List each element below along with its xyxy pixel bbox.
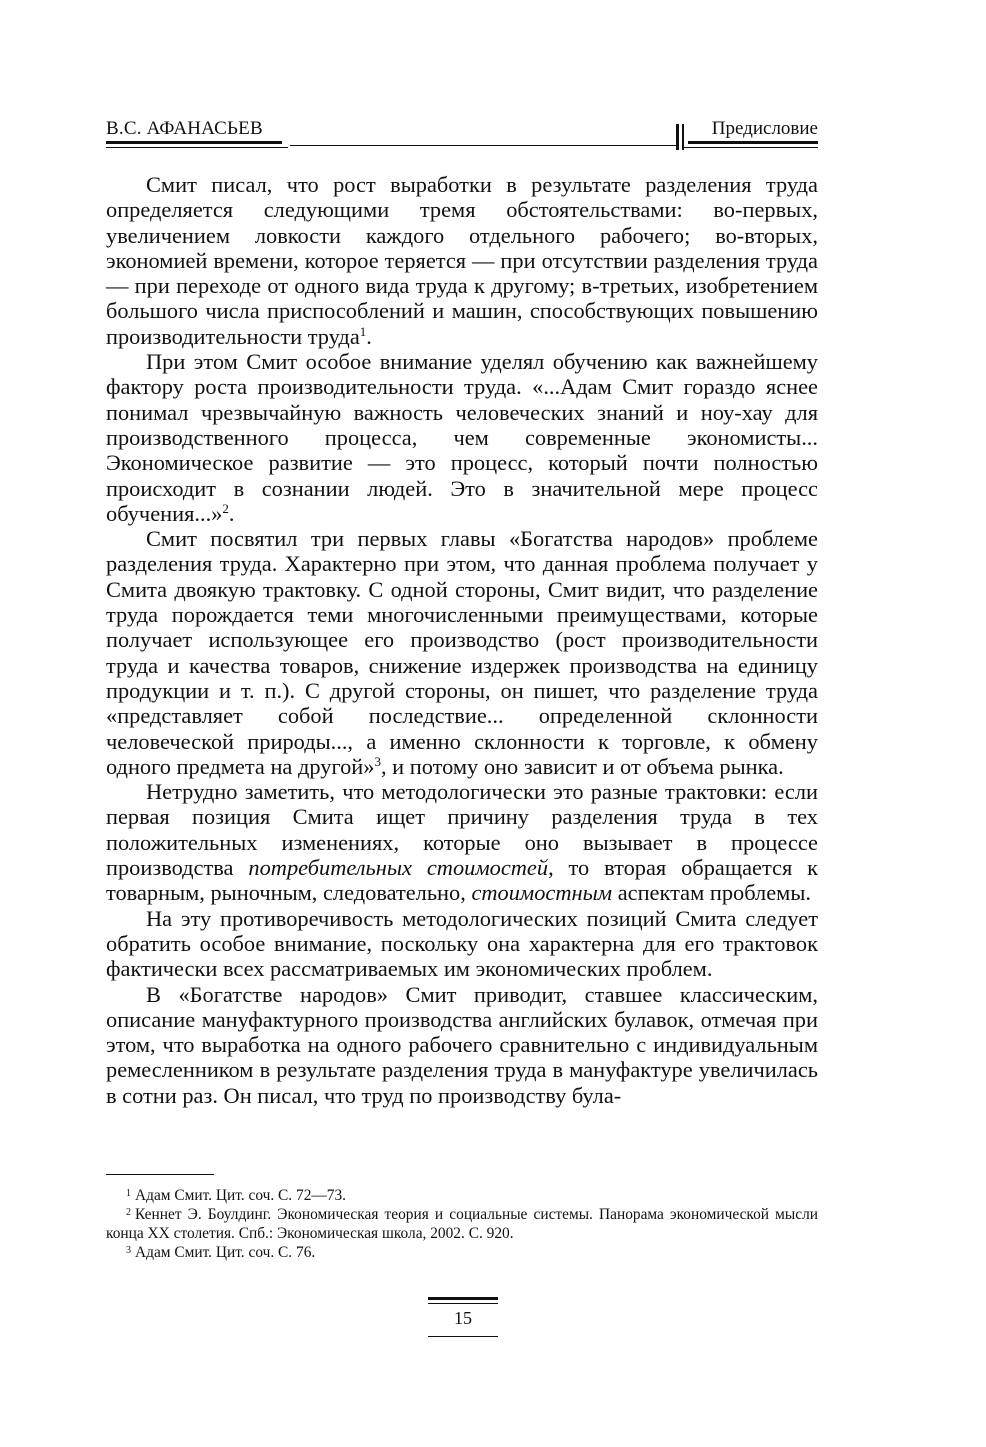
running-header-author: В.С. АФАНАСЬЕВ bbox=[106, 118, 263, 139]
footnotes bbox=[106, 1186, 818, 1262]
paragraph: Смит посвятил три первых главы «Богатства народов» проблеме разделения труда. Характерно при этом, что данная проблема получает у Смита двоякую трактовку. С одной стороны, Смит видит, что разделение труда порождается теми многочисленными преимуществами, которые получает использующее его производство (рост производительности труда и качества товаров, снижение издержек производства на единицу продукции и т. п.). С другой стороны, он пишет, что разделение труда «представляет собой последствие... определенной склонности человеческой природы..., а именно склонности к торговле, к обмену одного предмета на другой»$^3$, и потому оно зависит и от объема рынка. bbox=[106, 526, 818, 779]
page-number-rule bbox=[428, 1297, 498, 1300]
paragraph: На эту противоречивость методологических позиций Смита следует обратить особое внимание, поскольку она характерна для его трактовок фактически всех рассматриваемых им экономических проблем. bbox=[106, 905, 818, 982]
paragraph: Нетрудно заметить, что методологически это разные трактовки: если первая позиция Смита ищет причину разделения труда в тех положительных изменениях, которые оно вызывает в процессе производства потребительных стоимостей, то вторая обращается к товарным, рыночным, следовательно, стоимостным аспектам проблемы. bbox=[106, 779, 818, 906]
main-text bbox=[106, 172, 818, 1108]
header-rule bbox=[106, 141, 282, 144]
header-rule bbox=[290, 145, 678, 146]
footnote: $^3$ Адам Смит. Цит. соч. С. 76. bbox=[126, 1244, 316, 1261]
footnote-separator bbox=[106, 1174, 214, 1175]
running-header-section: Предисловие bbox=[711, 118, 818, 139]
page-number-rule bbox=[428, 1336, 498, 1337]
footnote: $^2$ Кеннет Э. Боулдинг. Экономическая теория и социальные системы. Панорама экономической мысли конца XX столетия. Спб.: Экономическая школа, 2002. С. 920. bbox=[106, 1206, 818, 1242]
footnote-ref[interactable]: 2 bbox=[222, 500, 229, 516]
paragraph: При этом Смит особое внимание уделял обучению как важнейшему фактору роста производительности труда. «...Адам Смит гораздо яснее понимал чрезвычайную важность человеческих знаний и ноу-хау для производственного процесса, чем современные экономисты... Экономическое развитие — это процесс, который почти полностью происходит в сознании людей. Это в значительной мере процесс обучения...»$^2$. bbox=[106, 349, 818, 526]
footnote: $^1$ Адам Смит. Цит. соч. С. 72—73. bbox=[126, 1187, 347, 1204]
header-ornament bbox=[676, 124, 679, 150]
header-rule bbox=[684, 147, 818, 148]
footnote-ref[interactable]: 1 bbox=[359, 323, 367, 339]
header-rule bbox=[688, 141, 818, 144]
page-number-rule bbox=[428, 1303, 498, 1304]
page-number: 15 bbox=[454, 1308, 472, 1328]
footnote-ref[interactable]: 3 bbox=[374, 753, 381, 769]
paragraph: В «Богатстве народов» Смит приводит, ставшее классическим, описание мануфактурного производства английских булавок, отмечая при этом, что выработка на одного рабочего сравнительно с индивидуальным ремесленником в результате разделения труда в мануфактуре увеличилась в сотни раз. Он писал, что труд по производству була- bbox=[106, 981, 818, 1108]
emphasis: стоимостным bbox=[471, 880, 613, 906]
header-rule bbox=[106, 147, 288, 148]
paragraph: Смит писал, что рост выработки в результате разделения труда определяется следующими тремя обстоятельствами: во-первых, увеличением ловкости каждого отдельного рабочего; во-вторых, экономией времени, которое теряется — при отсутствии разделения труда — при переходе от одного вида труда к другому; в-третьих, изобретением большого числа приспособлений и машин, способствующих повышению производительности труда$^1$. bbox=[106, 172, 818, 349]
emphasis: потребительных стоимостей bbox=[248, 855, 549, 881]
